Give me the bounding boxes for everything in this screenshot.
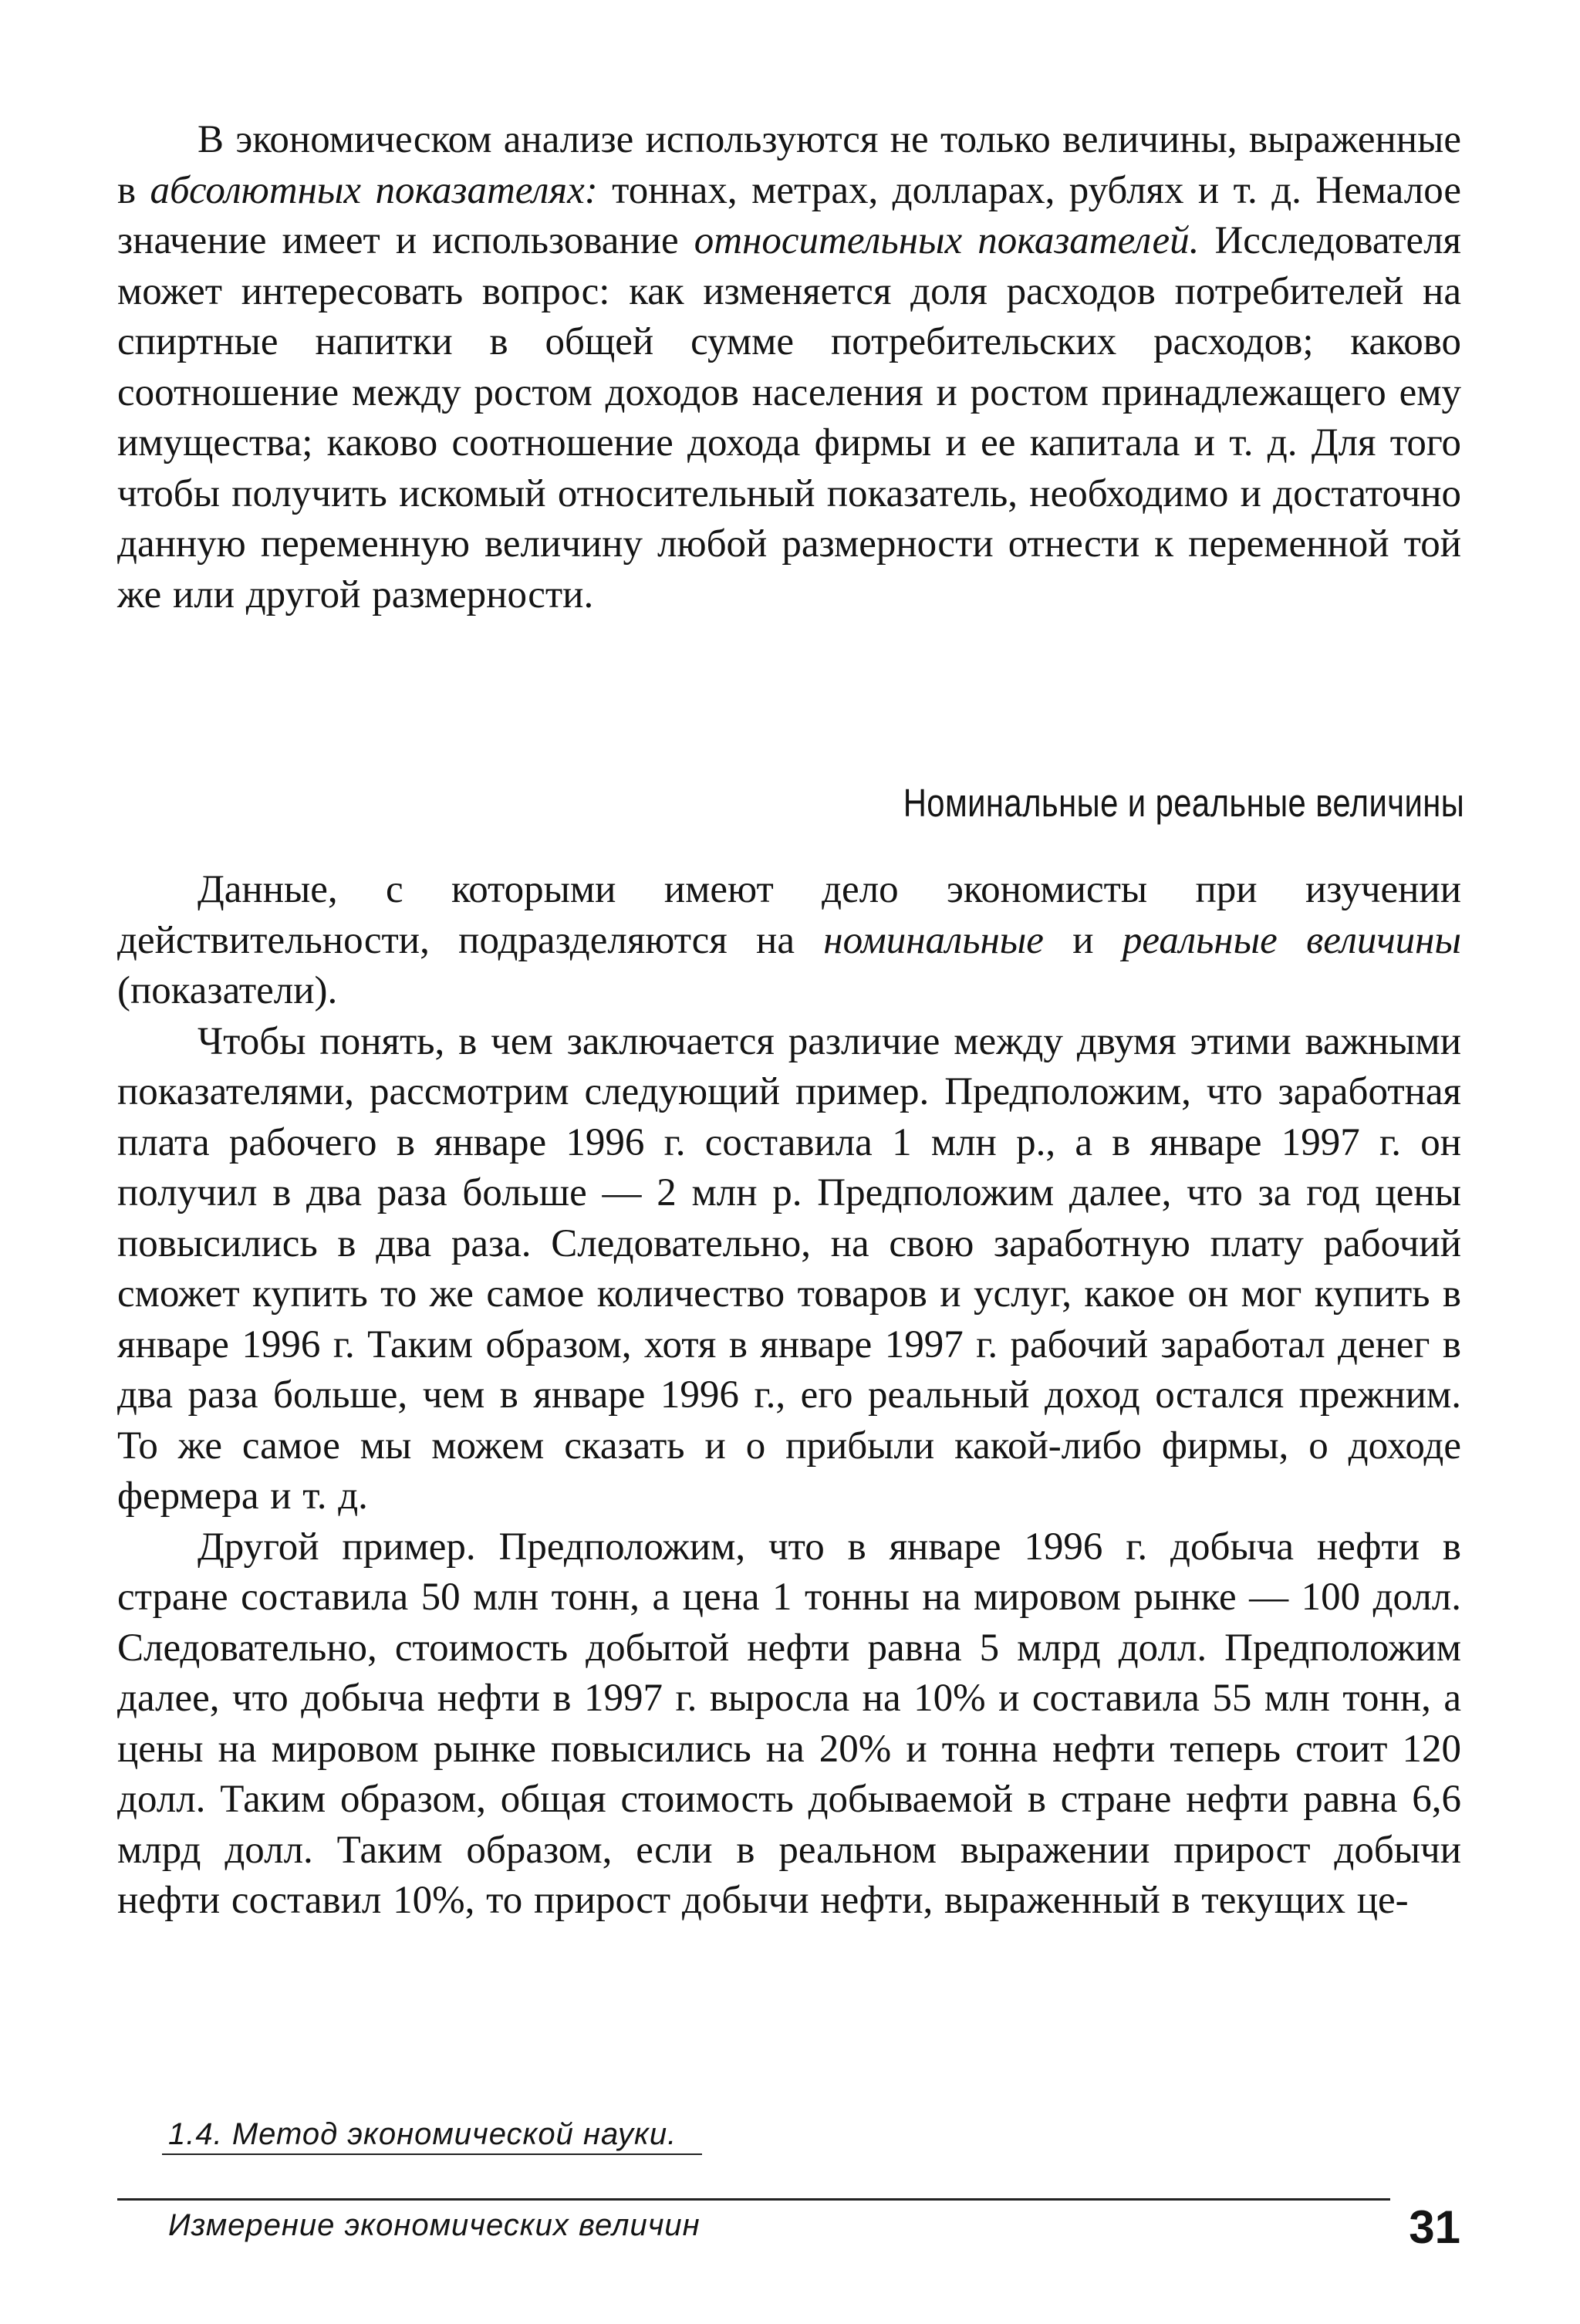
paragraph — [117, 115, 1461, 620]
italic-term: абсолютных показателях: — [150, 168, 598, 212]
text-run: В экономическом анализе используются не только величины, выраженные в — [117, 118, 1461, 212]
footer-section-title: 1.4. Метод экономической науки. — [168, 2117, 677, 2151]
intro-text-block — [117, 115, 1461, 620]
footer-divider-long — [117, 2198, 1390, 2201]
page-number: 31 — [1409, 2201, 1460, 2253]
text-run: Исследователя может интересовать вопрос: как изменяется доля расходов потребителей на спиртные напитки в общей сумме потребительских расходов; каково соотношение между ростом доходов населения и ростом принадлежащего ему имущества; каково соотношение дохода фирмы и ее капитала и т. д. Для того чтобы получить искомый относительный показатель, необходимо и достаточно данную переменную величину любой размерности отнести к переменной той же или другой размерности. — [117, 219, 1461, 616]
paragraph — [117, 865, 1461, 1017]
text-run: Другой пример. Предположим, что в январе 1996 г. добыча нефти в стране составила 50 млн тонн, а цена 1 тонны на мировом рынке — 100 долл. Следовательно, стоимость добытой нефти равна 5 млрд долл. Предположим далее, что добыча нефти в 1997 г. выросла на 10% и составила 55 млн тонн, а цены на мировом рынке повысились на 20% и тонна нефти теперь стоит 120 долл. Таким образом, общая стоимость добываемой в стране нефти равна 6,6 млрд долл. Таким образом, если в реальном выражении прирост добычи нефти составил 10%, то прирост добычи нефти, выраженный в текущих це- — [117, 1525, 1461, 1922]
text-run: и — [1043, 918, 1123, 962]
italic-term: относительных показателей. — [694, 219, 1200, 262]
footer-chapter-title: Измерение экономических величин — [168, 2208, 701, 2242]
text-run: Данные, с которыми имеют дело экономисты при изучении действительности, подразделяются на — [117, 868, 1461, 962]
paragraph — [117, 1522, 1461, 1927]
text-run: (показатели). — [117, 969, 338, 1012]
italic-term: реальные величины — [1122, 918, 1461, 962]
section-heading: Номинальные и реальные величины — [903, 781, 1464, 825]
text-run: тоннах, метрах, долларах, рублях и т. д. Немалое значение имеет и использование — [117, 168, 1461, 262]
paragraph — [117, 1017, 1461, 1522]
section-text-block — [117, 865, 1461, 1927]
footer-divider-short — [162, 2153, 702, 2155]
italic-term: номинальные — [823, 918, 1044, 962]
text-run: Чтобы понять, в чем заключается различие между двумя этими важными показателями, рассмотрим следующий пример. Предположим, что заработная плата рабочего в январе 1996 г. составила 1 млн р., а в январе 1997 г. он получил в два раза больше — 2 млн р. Предположим далее, что за год цены повысились в два раза. Следовательно, на свою заработную плату рабочий сможет купить то же самое количество товаров и услуг, какое он мог купить в январе 1996 г. Таким образом, хотя в январе 1997 г. рабочий заработал денег в два раза больше, чем в январе 1996 г., его реальный доход остался прежним. То же самое мы можем сказать и о прибыли какой-либо фирмы, о доходе фермера и т. д. — [117, 1019, 1461, 1518]
